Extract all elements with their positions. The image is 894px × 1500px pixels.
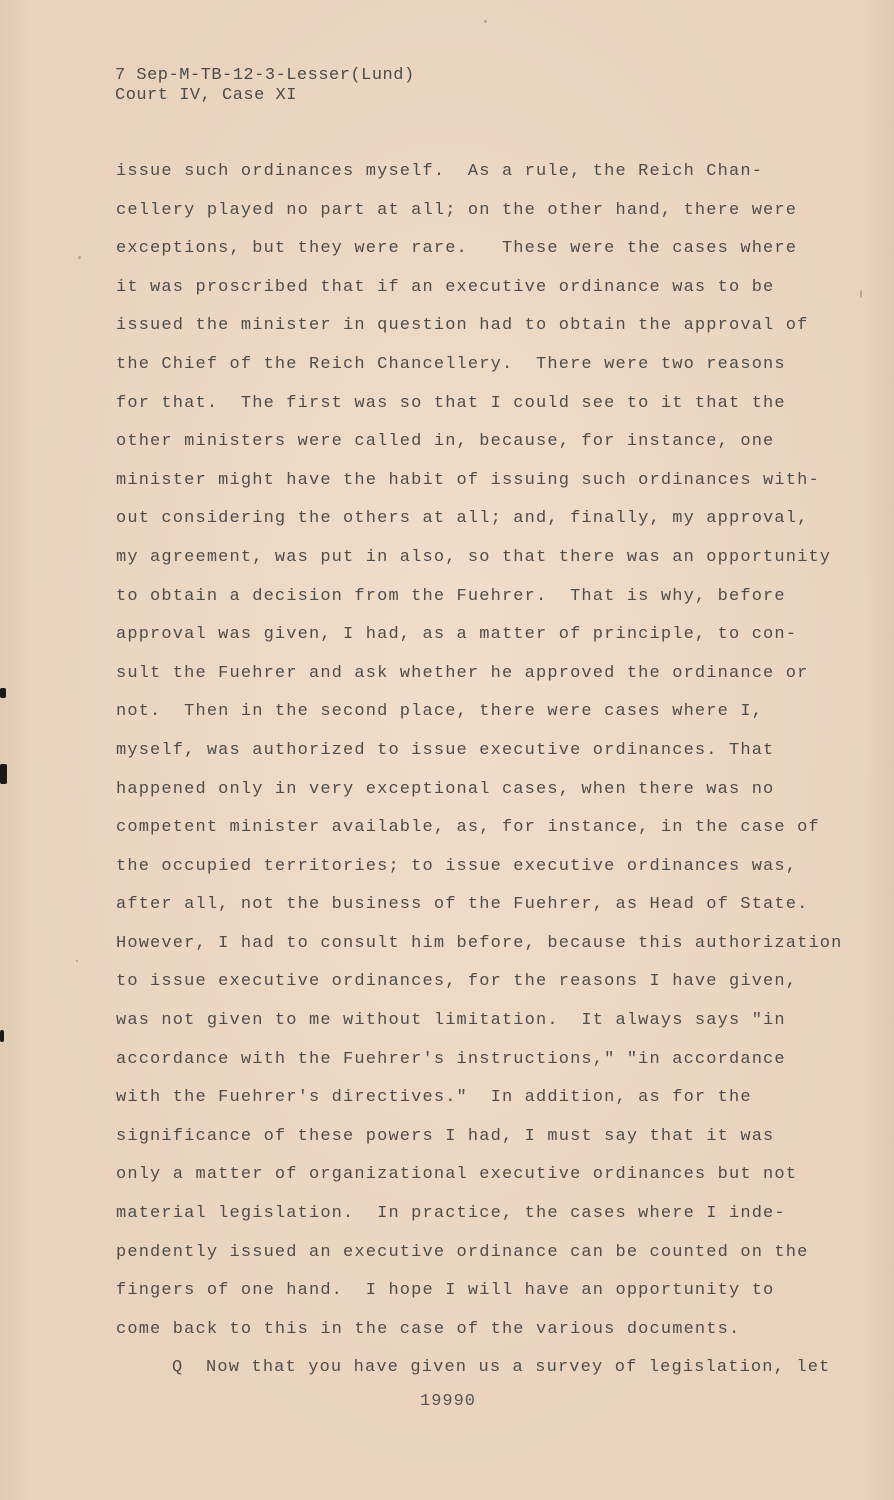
paper-speck <box>76 960 78 962</box>
text-line: cellery played no part at all; on the other hand, there were <box>116 200 798 220</box>
text-line: happened only in very exceptional cases, when there was no <box>116 779 775 799</box>
text-line: it was proscribed that if an executive ordinance was to be <box>116 277 775 297</box>
header-court-case: Court IV, Case XI <box>115 86 297 105</box>
text-line: to issue executive ordinances, for the reasons I have given, <box>116 972 798 992</box>
header-reference-code: 7 Sep-M-TB-12-3-Lesser(Lund) <box>115 66 415 85</box>
paper-speck <box>484 20 487 23</box>
text-line: exceptions, but they were rare. These were the cases where <box>116 239 798 259</box>
transcript-body <box>116 160 876 1395</box>
text-line: to obtain a decision from the Fuehrer. That is why, before <box>116 586 786 606</box>
binding-hole-mark <box>0 688 6 698</box>
text-line: significance of these powers I had, I must say that it was <box>116 1126 775 1146</box>
text-line: minister might have the habit of issuing such ordinances with- <box>116 470 820 490</box>
text-line: material legislation. In practice, the cases where I inde- <box>116 1204 786 1224</box>
binding-hole-mark <box>0 764 7 784</box>
question-line: Q Now that you have given us a survey of legislation, let <box>172 1358 831 1378</box>
text-line: my agreement, was put in also, so that there was an opportunity <box>116 547 832 567</box>
text-line: competent minister available, as, for instance, in the case of <box>116 818 820 838</box>
text-line: with the Fuehrer's directives." In addition, as for the <box>116 1088 752 1108</box>
text-line: other ministers were called in, because, for instance, one <box>116 432 775 452</box>
text-line: the occupied territories; to issue executive ordinances was, <box>116 856 798 876</box>
text-line: myself, was authorized to issue executive ordinances. That <box>116 740 775 760</box>
text-line: issue such ordinances myself. As a rule, the Reich Chan- <box>116 162 764 181</box>
text-line: for that. The first was so that I could see to it that the <box>116 393 786 413</box>
text-line: issued the minister in question had to obtain the approval of <box>116 316 809 336</box>
text-line: only a matter of organizational executive ordinances but not <box>116 1165 798 1185</box>
document-header <box>115 66 415 106</box>
text-line: was not given to me without limitation. It always says "in <box>116 1011 786 1031</box>
text-line: not. Then in the second place, there were cases where I, <box>116 702 764 722</box>
text-line: pendently issued an executive ordinance can be counted on the <box>116 1242 809 1262</box>
text-line: fingers of one hand. I hope I will have an opportunity to <box>116 1281 775 1301</box>
text-line: accordance with the Fuehrer's instructions," "in accordance <box>116 1049 786 1069</box>
text-line: approval was given, I had, as a matter of principle, to con- <box>116 625 798 645</box>
binding-hole-mark <box>0 1030 4 1042</box>
text-line: after all, not the business of the Fuehrer, as Head of State. <box>116 895 809 915</box>
paper-speck <box>78 256 81 259</box>
text-line: sult the Fuehrer and ask whether he approved the ordinance or <box>116 663 809 683</box>
text-line: come back to this in the case of the various documents. <box>116 1319 741 1339</box>
text-line: the Chief of the Reich Chancellery. There were two reasons <box>116 354 786 374</box>
page-number: 19990 <box>420 1392 477 1411</box>
text-line: out considering the others at all; and, finally, my approval, <box>116 509 809 529</box>
text-line: However, I had to consult him before, because this authorization <box>116 933 843 953</box>
paper-speck <box>860 290 862 298</box>
